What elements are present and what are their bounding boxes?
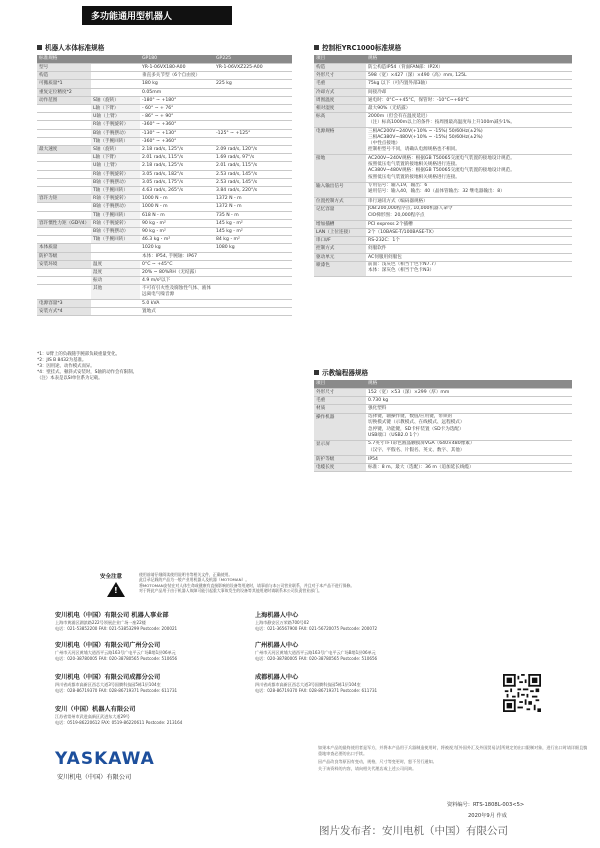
row-category bbox=[37, 203, 91, 211]
center-guangzhou: 广州机器人中心 广州市天河区黄埔大道西平云路163号广电平云广场B塔1层06单元 电话：020-38780005 FAX: 020-38780565 Postcode: 510656 bbox=[255, 642, 378, 661]
row-category bbox=[37, 154, 91, 162]
row-category bbox=[37, 269, 91, 277]
row-axis: 湿度 bbox=[91, 269, 140, 277]
row-axis: 振动 bbox=[91, 277, 140, 285]
table-row bbox=[37, 72, 292, 80]
row-value-gp180: -360° ~ +360° bbox=[140, 121, 214, 129]
table-row bbox=[37, 64, 292, 72]
row-axis: S轴（旋转） bbox=[91, 146, 140, 154]
table-header-row bbox=[37, 55, 292, 64]
row-spec: 强化塑料 bbox=[366, 405, 572, 413]
row-value-gp225: 735 N・m bbox=[214, 211, 292, 219]
row-category bbox=[37, 178, 91, 186]
qr-code-icon bbox=[503, 674, 541, 712]
row-value-gp225: 1372 N・m bbox=[214, 203, 292, 211]
row-axis: L轴（下臂） bbox=[91, 105, 140, 113]
table-row bbox=[37, 236, 292, 244]
table-row bbox=[37, 88, 292, 96]
note-line: *3：因用途、动作模式而异。 bbox=[37, 364, 95, 369]
table-row bbox=[314, 228, 572, 236]
table-row bbox=[37, 121, 292, 129]
row-value-gp225 bbox=[214, 260, 292, 268]
row-category bbox=[37, 162, 91, 170]
table-row bbox=[37, 170, 292, 178]
row-value-gp180: 90 kg・m² bbox=[140, 219, 214, 227]
table-row bbox=[314, 72, 572, 80]
row-item: 显示屏 bbox=[314, 440, 366, 455]
row-value-gp180: 本体：IP54, 手腕轴：IP67 bbox=[140, 252, 214, 260]
row-category: 容许力矩 bbox=[37, 195, 91, 203]
table-row bbox=[37, 269, 292, 277]
table-row bbox=[314, 182, 572, 197]
publisher-credit: 图片发布者：安川电机（中国）有限公司 bbox=[319, 825, 508, 837]
row-value-gp225: 2.01 rad/s, 115°/s bbox=[214, 162, 292, 170]
row-item: 材质 bbox=[314, 405, 366, 413]
row-axis: T轴（手腕回转） bbox=[91, 187, 140, 195]
table-row bbox=[314, 245, 572, 253]
table-header-row bbox=[314, 380, 572, 389]
row-item: 电缆长度 bbox=[314, 464, 366, 472]
header-cell bbox=[91, 55, 140, 64]
row-value-gp180: YR-1-06VX180-A00 bbox=[140, 64, 214, 72]
yaskawa-logo: YASKAWA bbox=[55, 749, 155, 769]
table-row bbox=[314, 237, 572, 245]
row-value-gp180: 2.01 rad/s, 115°/s bbox=[140, 154, 214, 162]
row-value-gp225: 1.69 rad/s, 97°/s bbox=[214, 154, 292, 162]
row-value-gp225 bbox=[214, 105, 292, 113]
table-row bbox=[37, 195, 292, 203]
table-row bbox=[37, 244, 292, 252]
office-hq: 安川机电（中国）有限公司 机器人事业部 上海市黄浦区湖滨路222号领展企业广场一座22楼 电话：021-53852200 FAX: 021-53853299 Postcode: 200021 bbox=[55, 612, 178, 631]
row-sub-blank bbox=[91, 244, 140, 252]
row-category bbox=[37, 211, 91, 219]
row-category: 防护等级 bbox=[37, 252, 91, 260]
row-axis: R轴（手腕旋转） bbox=[91, 219, 140, 227]
table-row bbox=[37, 260, 292, 268]
row-value-gp180: 46.3 kg・m² bbox=[140, 236, 214, 244]
header-cell: 项目 bbox=[314, 55, 366, 64]
row-value-gp225 bbox=[214, 299, 292, 307]
row-spec: 三相AC200V~240V(+10% ~ -15%) 50/60Hz(±2%) 三相AC380V~480V(+10% ~ -15%) 50/60Hz(±2%) （中性点接地） 控制柜型号不同，请确认电源规格也不相同。 bbox=[366, 128, 572, 155]
row-item: 驱动单元 bbox=[314, 253, 366, 261]
row-spec: 75kg 以下（可内置外部3轴） bbox=[366, 80, 572, 88]
row-value-gp225 bbox=[214, 277, 292, 285]
row-axis: 其他 bbox=[91, 285, 140, 300]
row-axis: B轴（手腕摆动） bbox=[91, 129, 140, 137]
row-value-gp180: 4.9 m/s²以下 bbox=[140, 277, 214, 285]
row-spec: 专用信号：输入19，输出：6 通用信号：输入40，输出：40（晶体管输出：32 继电器输出：8） bbox=[366, 182, 572, 197]
table-row bbox=[314, 128, 572, 155]
row-axis: L轴（下臂） bbox=[91, 154, 140, 162]
table-row bbox=[37, 80, 292, 88]
table-row bbox=[37, 228, 292, 236]
row-value-gp180: -130° ~ +130° bbox=[140, 129, 214, 137]
table-row bbox=[37, 178, 292, 186]
company-name: 安川机电（中国）有限公司 bbox=[57, 774, 132, 781]
row-value-gp180: 不可有引火性及腐蚀性气体、液体 远离电气噪音源 bbox=[140, 285, 214, 300]
row-category: 型号 bbox=[37, 64, 91, 72]
table-row bbox=[314, 64, 572, 72]
header-cell: 规格 bbox=[366, 380, 572, 389]
row-spec: 2000m（但会有在温度延迟） （注）标高1000m以上的条件：按周围最高温度每上升100m减少1%。 bbox=[366, 113, 572, 128]
row-item: 标高 bbox=[314, 113, 366, 128]
row-value-gp225 bbox=[214, 308, 292, 316]
row-sub-blank bbox=[91, 88, 140, 96]
row-axis: 温度 bbox=[91, 260, 140, 268]
row-category: 重复定位精度*2 bbox=[37, 88, 91, 96]
row-spec: PCI express 2个插槽 bbox=[366, 220, 572, 228]
table-row bbox=[37, 154, 292, 162]
row-value-gp225 bbox=[214, 72, 292, 80]
note-line: *2：JIS B 8432为基准。 bbox=[37, 358, 87, 363]
table-row bbox=[314, 80, 572, 88]
table-row bbox=[37, 96, 292, 104]
row-axis: B轴（手腕摆动） bbox=[91, 228, 140, 236]
table-row bbox=[314, 455, 572, 463]
row-spec: JOB:200,000程序点, 10,000机器人命令 CIO梯形图：20,000程序点 bbox=[366, 205, 572, 220]
row-item: 毛重 bbox=[314, 397, 366, 405]
page-title-bar bbox=[82, 6, 232, 25]
row-spec: 标准：8 m。最大（选配）：36 m（追加延长线缆） bbox=[366, 464, 572, 472]
row-category bbox=[37, 121, 91, 129]
header-cell: GP180 bbox=[140, 55, 214, 64]
pendant-section-title: 示教编程器规格 bbox=[314, 367, 368, 377]
row-value-gp225 bbox=[214, 96, 292, 104]
table-row bbox=[314, 397, 572, 405]
row-item: 电源规格 bbox=[314, 128, 366, 155]
row-item: 串口I/F bbox=[314, 237, 366, 245]
row-sub-blank bbox=[91, 308, 140, 316]
row-value-gp225 bbox=[214, 121, 292, 129]
table-row bbox=[314, 105, 572, 113]
row-value-gp180: 618 N・m bbox=[140, 211, 214, 219]
row-spec: AC伺服用伺服包 bbox=[366, 253, 572, 261]
row-item: 位置控制方式 bbox=[314, 197, 366, 205]
row-category bbox=[37, 129, 91, 137]
row-spec: 0.730 kg bbox=[366, 397, 572, 405]
table-row bbox=[37, 137, 292, 145]
document-number: 资料编号：RTS-1808L-003<5> bbox=[447, 802, 525, 808]
office-guangzhou: 安川机电（中国）有限公司广州分公司 广州市天河区黄埔大道西平云路163号广电平云广场B塔1层06单元 电话：020-38780005 FAX: 020-38780565 Postcode: 510656 bbox=[55, 642, 178, 661]
table-row bbox=[37, 105, 292, 113]
table-row bbox=[37, 285, 292, 300]
row-sub-blank bbox=[91, 80, 140, 88]
row-value-gp180: 0°C ~ +45°C bbox=[140, 260, 214, 268]
table-row bbox=[314, 205, 572, 220]
row-axis: U轴（上臂） bbox=[91, 162, 140, 170]
row-category: 可搬质量*1 bbox=[37, 80, 91, 88]
row-sub-blank bbox=[91, 299, 140, 307]
row-category: 安装方式*4 bbox=[37, 308, 91, 316]
header-cell: 项目 bbox=[314, 380, 366, 389]
row-value-gp180: 2.18 rad/s, 125°/s bbox=[140, 162, 214, 170]
row-spec: 598（宽）×427（深）×490（高）mm, 125L bbox=[366, 72, 572, 80]
row-item: 冷却方式 bbox=[314, 88, 366, 96]
row-value-gp225 bbox=[214, 88, 292, 96]
row-spec: 间接冷却 bbox=[366, 88, 572, 96]
row-category bbox=[37, 285, 91, 300]
row-value-gp180: 4.63 rad/s, 265°/s bbox=[140, 187, 214, 195]
row-category: 本体质量 bbox=[37, 244, 91, 252]
safety-text: 使用前请仔细阅读使用说明书等相关文件，正确使用。 此目录记载的产品为一般产业用机器人及机器（MOTOMAN）。 将MOTOMAN安装在对人体生命或健康有直接影响的设备等用途时，请事前与本公司营业联系，并且对于本产品不进行保修。 对于将此产品用于由于机器人故障可能引起重大事故发生的设备等其他用途时请联系本公司负责营业部门。 bbox=[139, 572, 355, 594]
safety-label: 安全注意 bbox=[100, 574, 123, 580]
robot-spec-table bbox=[37, 55, 292, 316]
row-item: 外形尺寸 bbox=[314, 72, 366, 80]
row-value-gp180: - 86° ~ + 90° bbox=[140, 113, 214, 121]
row-value-gp180: 20% ~ 80%RH（无结露） bbox=[140, 269, 214, 277]
row-spec: 选择键，轴操作键，数值/应用键，带锁的 切换模式键（示教模式、在线模式、远程模式） 急停键，功能键，SD卡杆装置（SD卡为选配） USB端口（USB2.0 1个） bbox=[366, 413, 572, 440]
row-spec: 前面：浅灰色（相当于色卡N7.7） 本体：深灰色（相当于色卡N3） bbox=[366, 261, 572, 276]
row-value-gp225: 84 kg・m² bbox=[214, 236, 292, 244]
row-spec: 152（宽）×53（深）×299（厚）mm bbox=[366, 389, 572, 397]
row-value-gp225: -125° ~ +125° bbox=[214, 129, 292, 137]
office-chengdu: 安川机电（中国）有限公司成都分公司 四川省成都市高新区西芯大道3号国腾科技园5栋1层104室 电话：028-86719370 FAX: 028-86719371 Postcode: 611731 bbox=[55, 674, 178, 693]
row-axis: T轴（手腕回转） bbox=[91, 236, 140, 244]
row-item: 外形尺寸 bbox=[314, 389, 366, 397]
row-value-gp225: 145 kg・m² bbox=[214, 219, 292, 227]
controller-section-title: 控制柜YRC1000标准规格 bbox=[314, 42, 401, 52]
row-axis: S轴（旋转） bbox=[91, 96, 140, 104]
table-row bbox=[37, 211, 292, 219]
office-changzhou: 安川（中国）机器人有限公司 江苏省常州市武进高新区武进东大道29号 电话：0519-86220612 FAX: 0519-86220611 Postcode: 213164 bbox=[55, 706, 183, 725]
row-axis: T轴（手腕回转） bbox=[91, 211, 140, 219]
table-row bbox=[314, 197, 572, 205]
row-value-gp180: 1000 N・m bbox=[140, 195, 214, 203]
header-cell: GP225 bbox=[214, 55, 292, 64]
row-category: 最大速度 bbox=[37, 146, 91, 154]
section-marker-icon bbox=[314, 45, 319, 50]
table-row bbox=[37, 113, 292, 121]
row-value-gp180: 垂直多关节型（6个自由度） bbox=[140, 72, 214, 80]
warning-triangle-icon: ! bbox=[107, 582, 125, 597]
row-value-gp225: 145 kg・m² bbox=[214, 228, 292, 236]
row-value-gp225: 2.09 rad/s, 120°/s bbox=[214, 146, 292, 154]
row-value-gp180: 180 kg bbox=[140, 80, 214, 88]
row-category bbox=[37, 277, 91, 285]
row-item: 喷漆色 bbox=[314, 261, 366, 276]
row-axis: B轴（手腕摆动） bbox=[91, 203, 140, 211]
table-row bbox=[314, 405, 572, 413]
table-row bbox=[314, 155, 572, 182]
table-row bbox=[37, 187, 292, 195]
row-value-gp225 bbox=[214, 113, 292, 121]
table-row bbox=[37, 203, 292, 211]
row-axis: U轴（上臂） bbox=[91, 113, 140, 121]
row-axis: R轴（手腕旋转） bbox=[91, 195, 140, 203]
row-category bbox=[37, 236, 91, 244]
center-shanghai: 上海机器人中心 上海市静安区万荣路700号02 电话：021-36567900 FAX: 021-56720075 Postcode: 200072 bbox=[255, 612, 378, 631]
section-marker-icon bbox=[314, 370, 319, 375]
row-category: 容许惯性力矩（GD²/4） bbox=[39, 220, 90, 226]
row-value-gp225: 1080 kg bbox=[214, 244, 292, 252]
row-category bbox=[37, 170, 91, 178]
row-spec: RS-232C：1个 bbox=[366, 237, 572, 245]
row-value-gp225: 1372 N・m bbox=[214, 195, 292, 203]
row-item: LAN（上位连接） bbox=[314, 228, 366, 236]
row-value-gp225 bbox=[214, 252, 292, 260]
controller-spec-table bbox=[314, 55, 572, 277]
row-category: 电源容量*3 bbox=[37, 299, 91, 307]
table-row bbox=[314, 253, 572, 261]
row-item: 输入输出信号 bbox=[314, 182, 366, 197]
row-category bbox=[37, 137, 91, 145]
table-row bbox=[37, 277, 292, 285]
row-value-gp225: YR-1-06VXZ225-A00 bbox=[214, 64, 292, 72]
row-value-gp225: 2.53 rad/s, 145°/s bbox=[214, 170, 292, 178]
safety-notice bbox=[95, 570, 515, 608]
row-category bbox=[37, 187, 91, 195]
row-category bbox=[37, 228, 91, 236]
header-cell: 规格 bbox=[366, 55, 572, 64]
row-item: 记忆容量 bbox=[314, 205, 366, 220]
row-item: 控制方式 bbox=[314, 245, 366, 253]
table-header-row bbox=[314, 55, 572, 64]
row-value-gp225 bbox=[214, 269, 292, 277]
row-axis: T轴（手腕回转） bbox=[91, 137, 140, 145]
row-axis: R轴（手腕旋转） bbox=[91, 170, 140, 178]
disclaimer-paragraph: 关于该资料的内容，请向相关代理店或上述公司问询。 bbox=[318, 766, 417, 772]
table-row bbox=[314, 220, 572, 228]
table-row bbox=[314, 389, 572, 397]
row-axis: R轴（手腕旋转） bbox=[91, 121, 140, 129]
row-spec: 最大90%（无结露） bbox=[366, 105, 572, 113]
header-cell: 标准规格 bbox=[37, 55, 91, 64]
row-value-gp180: 90 kg・m² bbox=[140, 228, 214, 236]
row-value-gp180: 0.05mm bbox=[140, 88, 214, 96]
row-spec: IP54 bbox=[366, 455, 572, 463]
table-row bbox=[37, 299, 292, 307]
robot-section-title: 机器人本体标准规格 bbox=[37, 42, 104, 52]
note-line: （注）本表是以SI单位系为记载。 bbox=[37, 376, 103, 381]
section-marker-icon bbox=[37, 45, 42, 50]
disclaimer-paragraph: 因产品改良等原因有变动，规格，尺寸等变更时，恕不另行通知。 bbox=[318, 758, 437, 764]
row-item: 周围温度 bbox=[314, 96, 366, 104]
row-value-gp180: 3.05 rad/s, 175°/s bbox=[140, 178, 214, 186]
table-row bbox=[314, 88, 572, 96]
row-spec: 5.7英寸TFT彩色液晶触摸屏VGA（640×480像素） （汉字、平假名、片假名、英文、数字、其他） bbox=[366, 440, 572, 455]
row-spec: AC200V~240V规格：根据GB T50065交流电气装置的接地设计规范。 按照低压电气装置的接地相关规格进行连接。 AC380V~480V规格：根据GB T50065交流电气装置的接地设计规范。 按照低压电气装置的接地相关规格进行连接。 bbox=[366, 155, 572, 182]
row-sub-blank bbox=[91, 64, 140, 72]
table-row bbox=[37, 308, 292, 316]
table-row bbox=[37, 162, 292, 170]
row-value-gp180: 1020 kg bbox=[140, 244, 214, 252]
row-spec: 伺服软件 bbox=[366, 245, 572, 253]
row-spec: 2个（10BASE-T/100BASE-TX） bbox=[366, 228, 572, 236]
row-item: 毛重 bbox=[314, 80, 366, 88]
row-value-gp225: 2.53 rad/s, 145°/s bbox=[214, 178, 292, 186]
table-row bbox=[37, 219, 292, 227]
table-row bbox=[314, 440, 572, 455]
row-category: 安装环境 bbox=[37, 260, 91, 268]
table-row bbox=[314, 464, 572, 472]
table-row bbox=[314, 113, 572, 128]
row-value-gp225 bbox=[214, 137, 292, 145]
row-value-gp180: -360° ~ +360° bbox=[140, 137, 214, 145]
note-line: *1：U臂上的负载随手腕部负载重量变化。 bbox=[37, 352, 120, 357]
table-row bbox=[37, 129, 292, 137]
disclaimer-paragraph: 如果本产品的最终使用者是军方，并将本产品用于兵器制造使用时，将被视为[外国外汇及外国贸易法]所规定的出口限制对象，进行出口时请详细且慎重地审查必要的出口手续。 bbox=[318, 745, 588, 756]
row-category: 构造 bbox=[37, 72, 91, 80]
row-item: 操作机器 bbox=[314, 413, 366, 440]
row-sub-blank bbox=[91, 252, 140, 260]
document-date: 2020年9月 作成 bbox=[468, 813, 507, 819]
row-category bbox=[37, 113, 91, 121]
row-item: 防护等级 bbox=[314, 455, 366, 463]
row-item: 增加插槽 bbox=[314, 220, 366, 228]
row-value-gp180: 置地式 bbox=[140, 308, 214, 316]
pendant-spec-table bbox=[314, 380, 572, 472]
table-row bbox=[314, 96, 572, 104]
robot-notes bbox=[37, 352, 287, 382]
table-row bbox=[314, 413, 572, 440]
row-axis: B轴（手腕摆动） bbox=[91, 178, 140, 186]
row-value-gp180: 2.18 rad/s, 125°/s bbox=[140, 146, 214, 154]
disclaimer-text bbox=[318, 745, 588, 774]
row-value-gp225 bbox=[214, 285, 292, 300]
page-title: 多功能通用型机器人 bbox=[91, 12, 173, 22]
row-value-gp225: 225 kg bbox=[214, 80, 292, 88]
row-value-gp180: 5.0 kVA bbox=[140, 299, 214, 307]
row-value-gp180: - 60° ~ + 76° bbox=[140, 105, 214, 113]
row-value-gp180: -180° ~ +180° bbox=[140, 96, 214, 104]
center-chengdu: 成都机器人中心 四川省成都市高新区西芯大道3号国腾科技园5栋1层104室 电话：028-86719370 FAX: 028-86719371 Postcode: 611731 bbox=[255, 674, 378, 693]
row-item: 相对湿度 bbox=[314, 105, 366, 113]
row-spec: 串行通讯方式（编码器规格） bbox=[366, 197, 572, 205]
table-row bbox=[37, 146, 292, 154]
table-row bbox=[314, 261, 572, 276]
note-line: *4：壁挂式、顿斜式安装时，S轴的动作会有限制。 bbox=[37, 370, 137, 375]
row-spec: 防尘构造IP54（背面FAN部：IP2X） bbox=[366, 64, 572, 72]
row-value-gp180: 3.05 rad/s, 182°/s bbox=[140, 170, 214, 178]
table-row bbox=[37, 252, 292, 260]
row-sub-blank bbox=[91, 72, 140, 80]
row-category bbox=[37, 105, 91, 113]
row-item: 构造 bbox=[314, 64, 366, 72]
row-item: 接地 bbox=[314, 155, 366, 182]
row-category: 动作范围 bbox=[37, 96, 91, 104]
row-value-gp180: 1000 N・m bbox=[140, 203, 214, 211]
row-spec: 通电时：0°C~+45°C，保管时：-10°C~+60°C bbox=[366, 96, 572, 104]
row-value-gp225: 3.84 rad/s, 220°/s bbox=[214, 187, 292, 195]
